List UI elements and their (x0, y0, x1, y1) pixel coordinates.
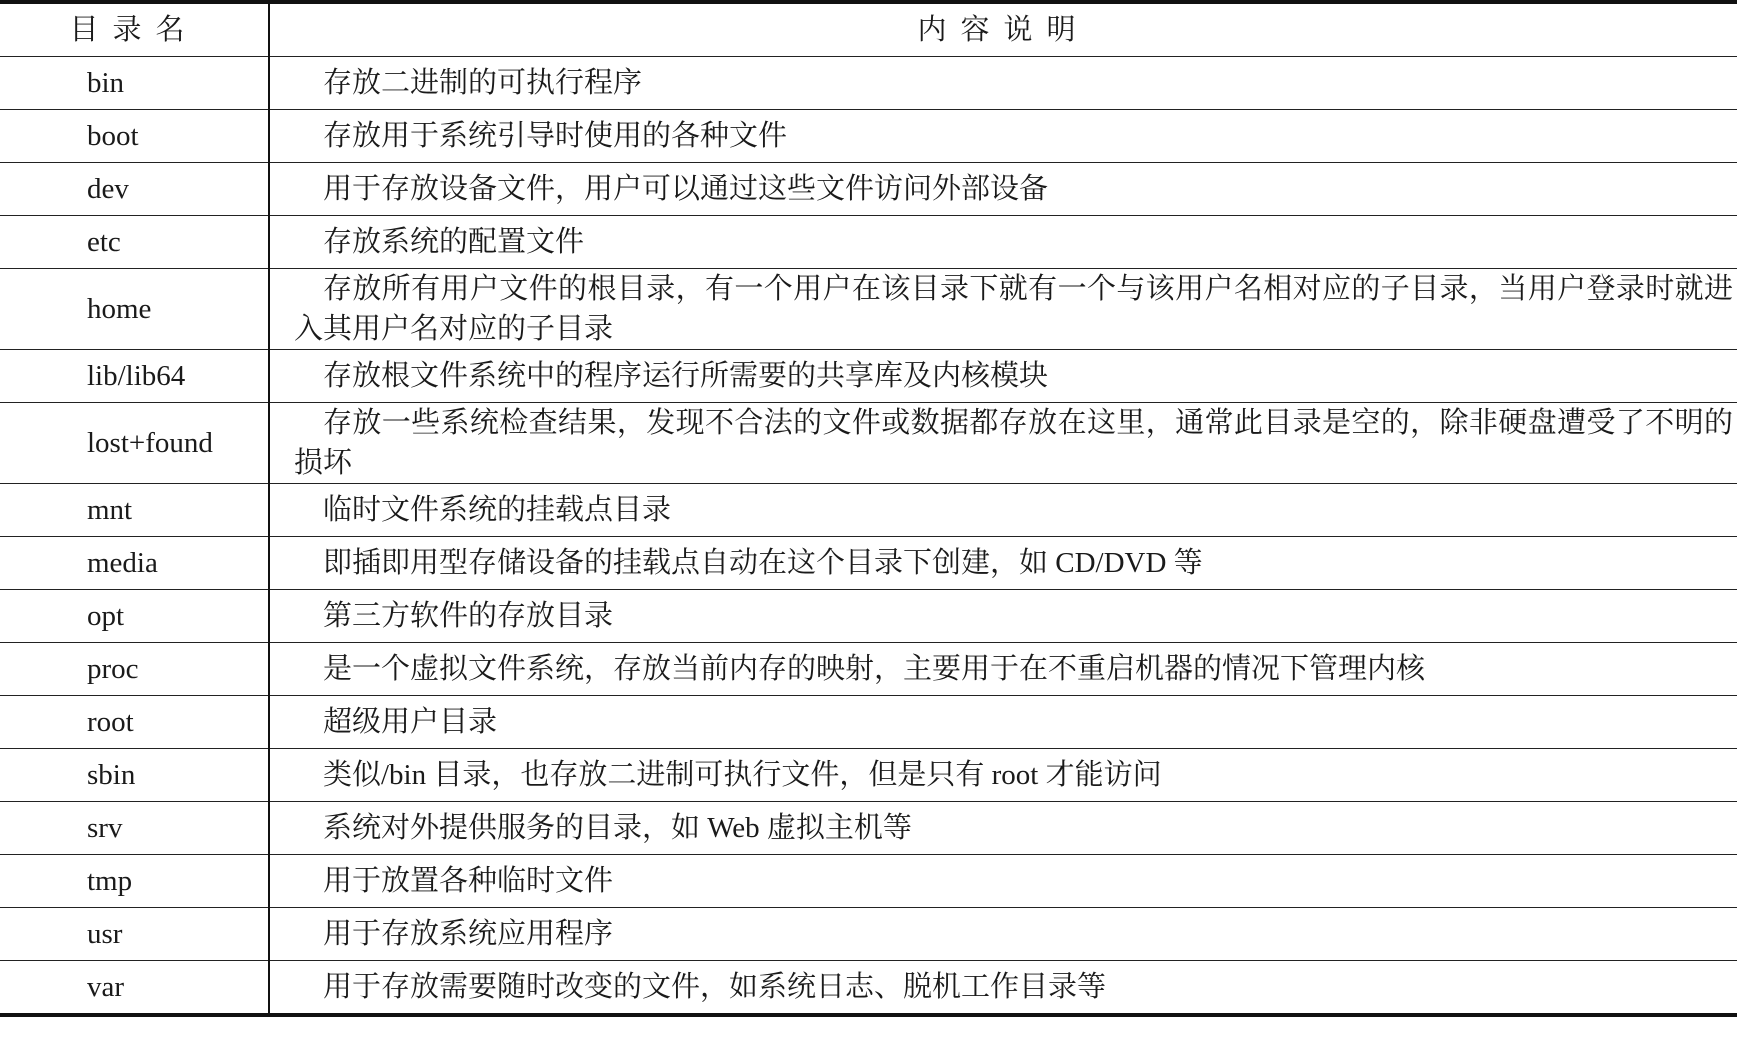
directory-description: 类似/bin 目录，也存放二进制可执行文件，但是只有 root 才能访问 (269, 749, 1737, 802)
directory-description: 是一个虚拟文件系统，存放当前内存的映射，主要用于在不重启机器的情况下管理内核 (269, 643, 1737, 696)
directory-name: srv (0, 802, 269, 855)
table-row (0, 643, 1737, 696)
table-row (0, 908, 1737, 961)
directory-name: proc (0, 643, 269, 696)
directory-description: 存放用于系统引导时使用的各种文件 (269, 110, 1737, 163)
table-row (0, 350, 1737, 403)
directory-name: var (0, 961, 269, 1016)
table-row (0, 537, 1737, 590)
table-row (0, 590, 1737, 643)
directory-description: 用于存放设备文件，用户可以通过这些文件访问外部设备 (269, 163, 1737, 216)
directory-description: 系统对外提供服务的目录，如 Web 虚拟主机等 (269, 802, 1737, 855)
directory-name: bin (0, 57, 269, 110)
directory-description: 临时文件系统的挂载点目录 (269, 484, 1737, 537)
directory-description: 用于存放系统应用程序 (269, 908, 1737, 961)
table-row (0, 749, 1737, 802)
directory-name: boot (0, 110, 269, 163)
directory-description: 超级用户目录 (269, 696, 1737, 749)
table-row (0, 961, 1737, 1016)
table-row (0, 403, 1737, 484)
directory-name: dev (0, 163, 269, 216)
directory-description: 存放系统的配置文件 (269, 216, 1737, 269)
directory-name: tmp (0, 855, 269, 908)
directory-description: 存放所有用户文件的根目录，有一个用户在该目录下就有一个与该用户名相对应的子目录，当用户登录时就进入其用户名对应的子目录 (269, 269, 1737, 350)
directory-description: 存放一些系统检查结果，发现不合法的文件或数据都存放在这里，通常此目录是空的，除非硬盘遭受了不明的损坏 (269, 403, 1737, 484)
directory-name: media (0, 537, 269, 590)
directory-name: etc (0, 216, 269, 269)
directory-name: lib/lib64 (0, 350, 269, 403)
directory-name: root (0, 696, 269, 749)
table-row (0, 110, 1737, 163)
table-row (0, 269, 1737, 350)
directory-name: lost+found (0, 403, 269, 484)
directory-description: 用于放置各种临时文件 (269, 855, 1737, 908)
directory-name: opt (0, 590, 269, 643)
table-row (0, 57, 1737, 110)
directory-description: 存放根文件系统中的程序运行所需要的共享库及内核模块 (269, 350, 1737, 403)
table-header-row (0, 2, 1737, 57)
table-row (0, 163, 1737, 216)
directory-name: sbin (0, 749, 269, 802)
directory-description: 第三方软件的存放目录 (269, 590, 1737, 643)
directory-name: usr (0, 908, 269, 961)
header-directory-name: 目录名 (0, 2, 269, 57)
directory-description: 即插即用型存储设备的挂载点自动在这个目录下创建，如 CD/DVD 等 (269, 537, 1737, 590)
directory-name: home (0, 269, 269, 350)
table-row (0, 484, 1737, 537)
table-row (0, 855, 1737, 908)
header-description: 内容说明 (269, 2, 1737, 57)
directory-name: mnt (0, 484, 269, 537)
directory-description: 存放二进制的可执行程序 (269, 57, 1737, 110)
table-row (0, 802, 1737, 855)
table-row (0, 216, 1737, 269)
table-row (0, 696, 1737, 749)
directory-description: 用于存放需要随时改变的文件，如系统日志、脱机工作目录等 (323, 971, 1107, 1003)
